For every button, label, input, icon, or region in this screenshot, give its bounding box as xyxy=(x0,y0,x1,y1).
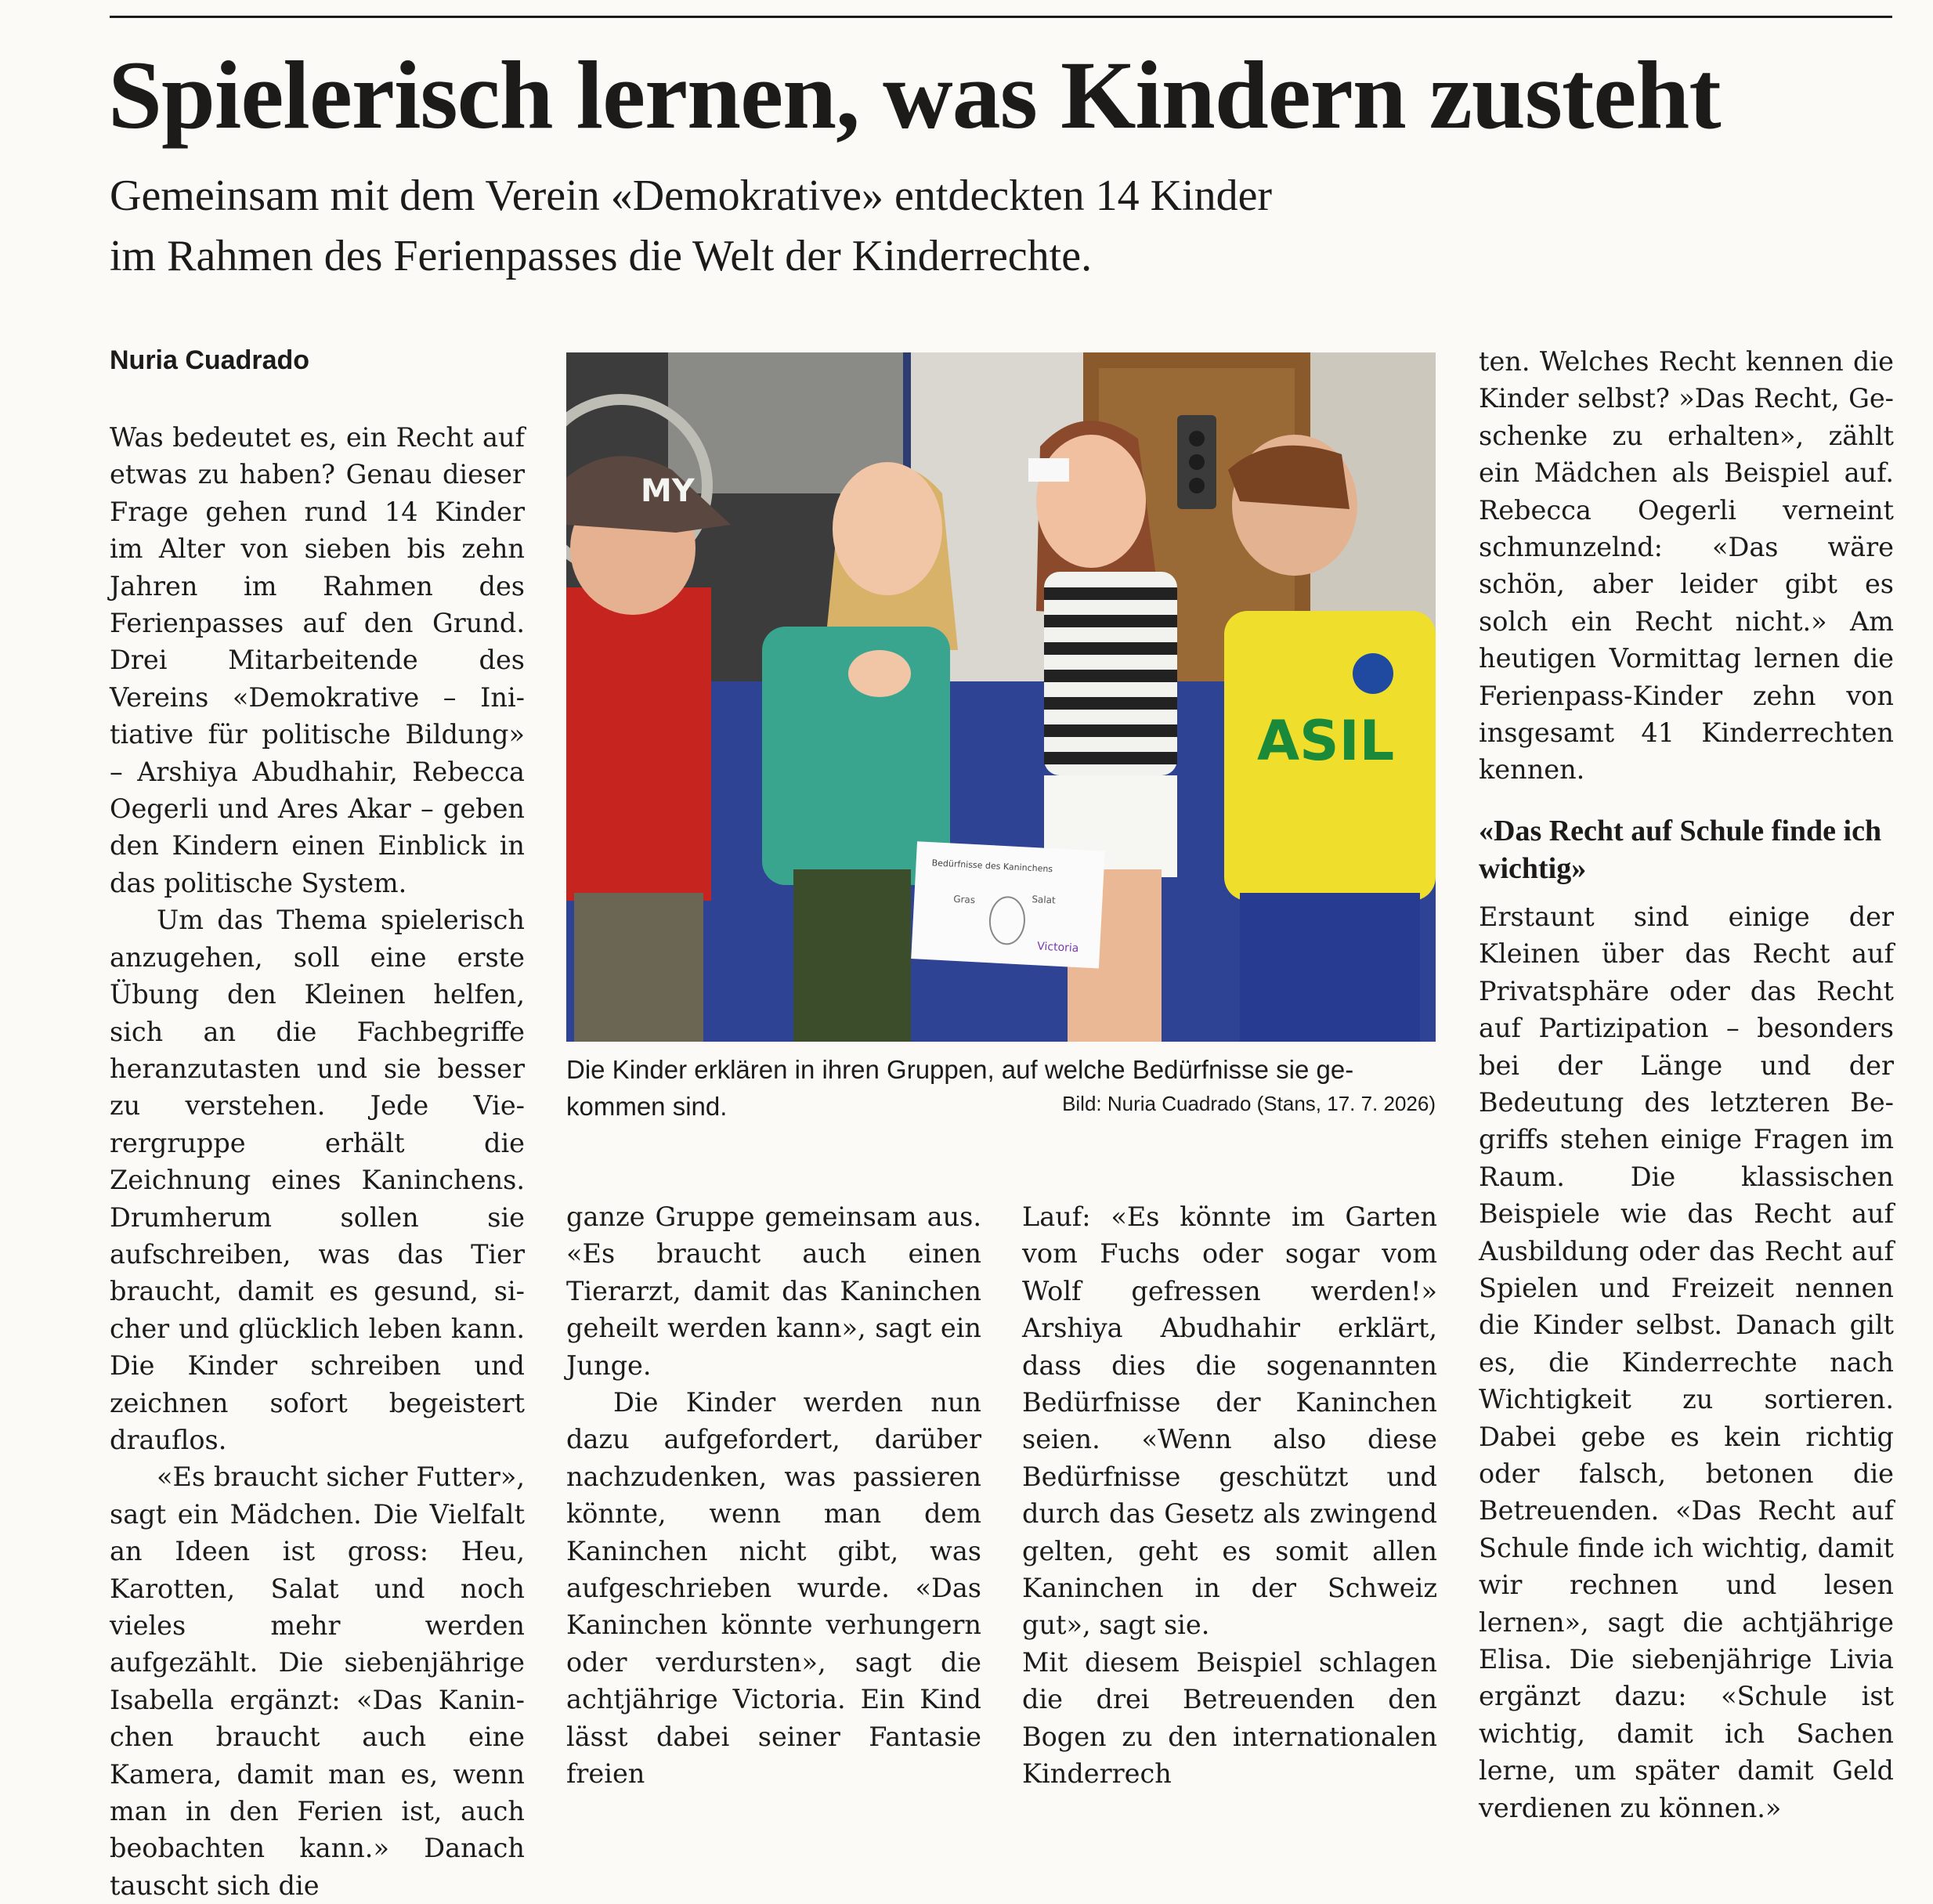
subtitle-line-2: im Rahmen des Ferienpasses die Welt der Kinderrechte. xyxy=(110,232,1093,280)
top-rule xyxy=(110,16,1892,18)
paragraph: Lauf: «Es könnte im Garten vom Fuchs oder sogar vom Wolf gefressen werden!» Arshiya Abudhahir erklärt, dass dies die sogenannten Bedürfnisse der Kaninchen seien. «Wenn also diese Bedürfnisse geschützt und durch das Gesetz als zwingend gelten, geht es somit allen Kaninchen in der Schweiz gut», sagt sie. xyxy=(1022,1201,1437,1641)
paragraph: Mit diesem Beispiel schlagen die drei Betreuenden den Bogen zu den internationalen Kinderrech xyxy=(1022,1646,1437,1790)
paragraph: Um das Thema spielerisch anzugehen, soll eine erste Übung den Kleinen helfen, sich an die Fachbegriffe heranzutasten und sie besser zu verstehen. Jede Vierergruppe erhält die Zeichnung eines Kaninchens. Drumherum sollen sie aufschreiben, was das Tier braucht, damit es gesund, sicher und glücklich leben kann. Die Kinder schreiben und zeichnen sofort begeistert drauflos. xyxy=(110,905,525,1455)
paragraph: «Es braucht sicher Futter», sagt ein Mädchen. Die Vielfalt an Ideen ist gross: Heu, Karotten, Salat und noch vieles mehr werden aufgezählt. Die siebenjährige Isabella ergänzt: «Das Kaninchen braucht auch eine Kamera, damit man es, wenn man in den Ferien ist, auch beobachten kann.» Danach tauscht sich die xyxy=(110,1461,525,1901)
paragraph: Erstaunt sind einige der Kleinen über das Recht auf Privatsphäre oder das Recht auf Partizipation – besonders bei der Länge und der Bedeutung des letzteren Begriffs stehen einige Fragen im Raum. Die klassischen Beispiele wie das Recht auf Ausbildung oder das Recht auf Spielen und Freizeit nennen die Kinder selbst. Danach gilt es, die Kinderrechte nach Wichtigkeit zu sortieren. Dabei gebe es kein richtig oder falsch, betonen die Betreuenden. «Das Recht auf Schule finde ich wichtig, damit wir rechnen und lesen lernen», sagt die achtjährige Elisa. Die siebenjährige Livia ergänzt dazu: «Schule ist wichtig, damit ich Sachen lerne, um später damit Geld verdienen zu können.» xyxy=(1479,901,1894,1823)
column-3 xyxy=(1022,1198,1437,1793)
subtitle-line-1: Gemeinsam mit dem Verein «Demokrative» entdeckten 14 Kinder xyxy=(110,172,1273,220)
column-1 xyxy=(110,419,525,1904)
paragraph: ganze Gruppe gemeinsam aus. «Es braucht auch einen Tierarzt, damit das Kaninchen geheilt werden kann», sagt ein Junge. xyxy=(566,1201,981,1381)
column-4 xyxy=(1479,343,1894,1826)
paragraph: ten. Welches Recht kennen die Kinder selbst? »Das Recht, Geschenke zu erhalten», zählt ein Mädchen als Beispiel auf. Rebecca Oegerli verneint schmunzelnd: «Das wäre schön, aber leider gibt es solch ein Recht nicht.» Am heutigen Vormittag lernen die Ferienpass-Kinder zehn von insgesamt 41 Kinderrechten kennen. xyxy=(1479,346,1894,786)
column-2 xyxy=(566,1198,981,1793)
photo-credit: Bild: Nuria Cuadrado (Stans, 17. 7. 2026) xyxy=(1062,1092,1436,1115)
headline: Spielerisch lernen, was Kindern zusteht xyxy=(108,42,1721,149)
caption-text: Die Kinder erklären in ihren Gruppen, auf welche Bedürfnisse sie gekommen sind. xyxy=(566,1055,1354,1121)
paper-word-2: Salat xyxy=(1032,893,1057,906)
shirt-lettering: ASIL xyxy=(1257,709,1395,773)
children-photo-illustration xyxy=(566,352,1436,1042)
paragraph: Die Kinder werden nun dazu aufgefordert, darüber nachzudenken, was passieren könnte, wenn man dem Kaninchen nicht gibt, was aufgeschrieben wurde. «Das Kaninchen könnte verhungern oder verdursten», sagt die achtjährige Victoria. Ein Kind lässt dabei seiner Fantasie freien xyxy=(566,1387,981,1790)
paper-heading: Bedürfnisse des Kaninchens xyxy=(931,858,1053,875)
cap-lettering: MY xyxy=(641,473,695,509)
photo-caption xyxy=(566,1051,1436,1125)
article-photo xyxy=(566,352,1436,1042)
author-byline: Nuria Cuadrado xyxy=(110,345,310,375)
paragraph: Was bedeutet es, ein Recht auf etwas zu haben? Genau dieser Frage gehen rund 14 Kinder im Alter von sieben bis zehn Jahren im Rahmen des Ferienpasses auf den Grund. Drei Mitarbeitende des Vereins «Demokrative – Initiative für politische Bildung» – Arshiya Abudhahir, Rebecca Oegerli und Ares Akar – geben den Kindern einen Einblick in das politische System. xyxy=(110,422,525,898)
subtitle xyxy=(110,166,1519,287)
paper-word-1: Gras xyxy=(952,893,976,906)
paper-signature: Victoria xyxy=(1036,940,1079,956)
subheading: «Das Recht auf Schule finde ich wichtig» xyxy=(1479,814,1882,885)
